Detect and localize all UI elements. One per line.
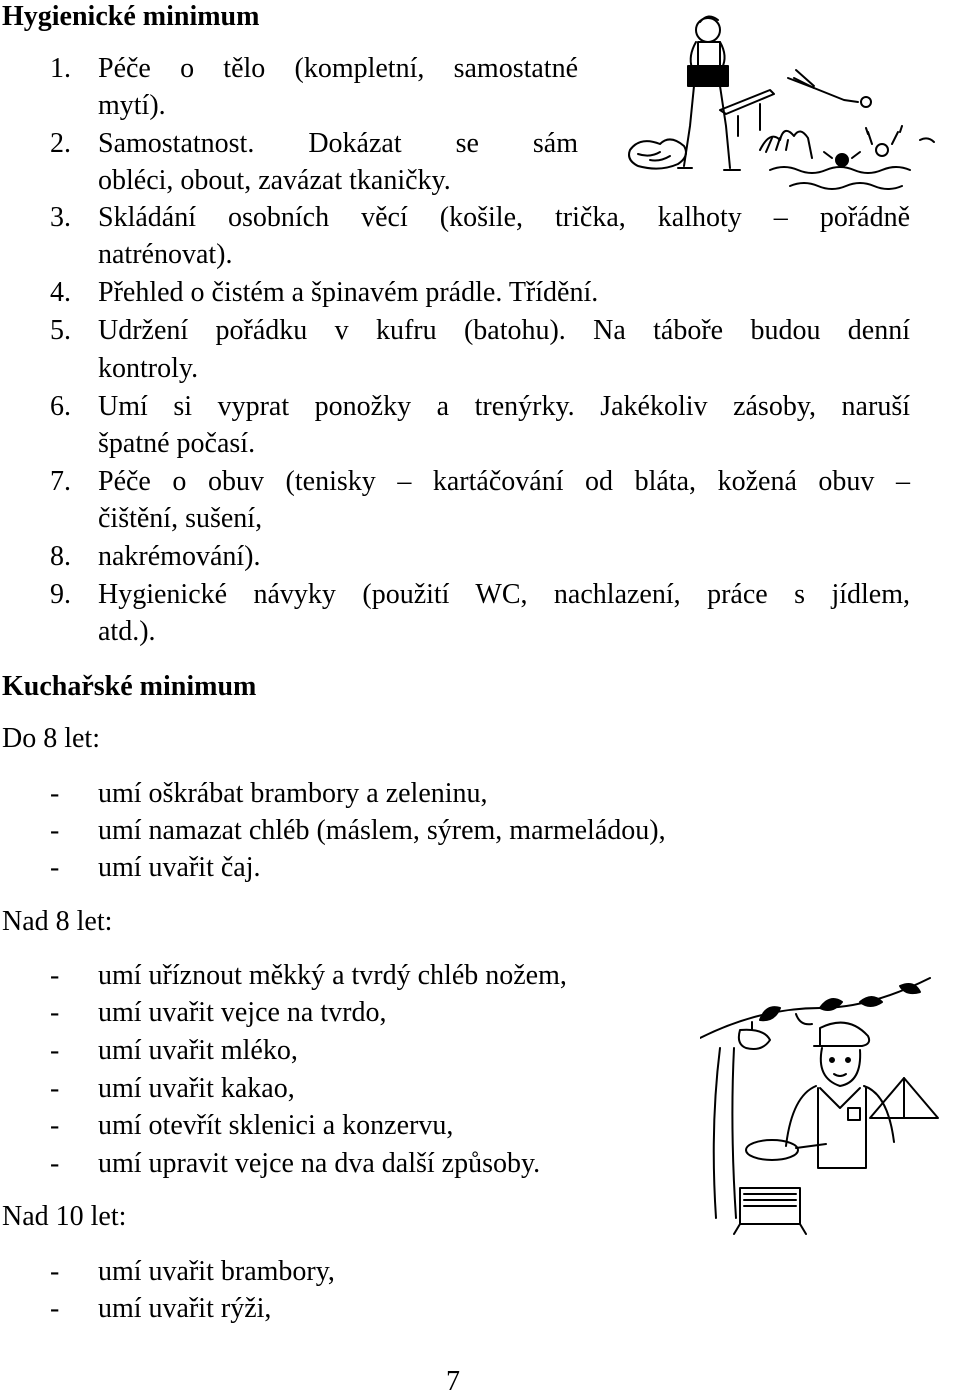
hygiene-item-5-number: 5. xyxy=(50,315,71,346)
hygiene-item-1-number: 1. xyxy=(50,53,71,84)
bullet-dash: - xyxy=(50,1073,60,1104)
hygiene-item-2-line-2: obléci, obout, zavázat tkaničky. xyxy=(98,165,451,196)
skill-item: umí uvařit vejce na tvrdo, xyxy=(98,997,387,1028)
hygiene-item-9-number: 9. xyxy=(50,579,71,610)
skill-item: umí uvařit mléko, xyxy=(98,1035,298,1066)
bullet-dash: - xyxy=(50,997,60,1028)
bullet-dash: - xyxy=(50,1035,60,1066)
hygiene-item-5-line-2: kontroly. xyxy=(98,353,199,384)
hygiene-item-1-line-2: mytí). xyxy=(98,90,166,121)
hygiene-item-3-number: 3. xyxy=(50,202,71,233)
hygiene-heading: Hygienické minimum xyxy=(2,1,260,32)
hygiene-item-8-number: 8. xyxy=(50,541,71,572)
bullet-dash: - xyxy=(50,1148,60,1179)
bullet-dash: - xyxy=(50,778,60,809)
skill-item: umí namazat chléb (máslem, sýrem, marmeládou), xyxy=(98,815,666,846)
hygiene-item-2-number: 2. xyxy=(50,128,71,159)
skill-item: umí uříznout měkký a tvrdý chléb nožem, xyxy=(98,960,567,991)
hygiene-item-9-line-1: Hygienické návyky (použití WC, nachlazení, práce s jídlem, xyxy=(98,579,910,610)
group-label-over-8: Nad 8 let: xyxy=(2,906,113,937)
skill-item: umí upravit vejce na dva další způsoby. xyxy=(98,1148,541,1179)
hygiene-item-4-line-1: Přehled o čistém a špinavém prádle. Třídění. xyxy=(98,277,599,308)
hygiene-item-5-line-1: Udržení pořádku v kufru (batohu). Na táboře budou denní xyxy=(98,315,910,346)
bullet-dash: - xyxy=(50,1256,60,1287)
cooking-heading: Kuchařské minimum xyxy=(2,671,257,702)
skill-item: umí uvařit čaj. xyxy=(98,852,261,883)
bullet-dash: - xyxy=(50,1293,60,1324)
scout-cooking-illustration xyxy=(700,968,950,1238)
bullet-dash: - xyxy=(50,1110,60,1141)
hygiene-item-6-line-2: špatné počasí. xyxy=(98,428,256,459)
hygiene-item-2-line-1: Samostatnost. Dokázat se sám xyxy=(98,128,578,159)
group-label-under-8: Do 8 let: xyxy=(2,723,100,754)
hygiene-item-6-line-1: Umí si vyprat ponožky a trenýrky. Jakékoliv zásoby, naruší xyxy=(98,391,910,422)
swimmers-illustration xyxy=(620,0,950,200)
hygiene-item-9-line-2: atd.). xyxy=(98,616,156,647)
hygiene-item-3-line-1: Skládání osobních věcí (košile, trička, kalhoty – pořádně xyxy=(98,202,910,233)
bullet-dash: - xyxy=(50,815,60,846)
hygiene-item-1-line-1: Péče o tělo (kompletní, samostatné xyxy=(98,53,578,84)
hygiene-item-8-line-1: nakrémování). xyxy=(98,541,261,572)
hygiene-item-7-line-1: Péče o obuv (tenisky – kartáčování od bláta, kožená obuv – xyxy=(98,466,910,497)
hygiene-item-7-number: 7. xyxy=(50,466,71,497)
skill-item: umí uvařit kakao, xyxy=(98,1073,295,1104)
skill-item: umí oškrábat brambory a zeleninu, xyxy=(98,778,488,809)
page-number: 7 xyxy=(446,1366,460,1397)
skill-item: umí uvařit brambory, xyxy=(98,1256,335,1287)
bullet-dash: - xyxy=(50,960,60,991)
bullet-dash: - xyxy=(50,852,60,883)
skill-item: umí otevřít sklenici a konzervu, xyxy=(98,1110,454,1141)
hygiene-item-3-line-2: natrénovat). xyxy=(98,239,233,270)
group-label-over-10: Nad 10 let: xyxy=(2,1201,127,1232)
skill-item: umí uvařit rýži, xyxy=(98,1293,272,1324)
hygiene-item-6-number: 6. xyxy=(50,391,71,422)
hygiene-item-7-line-2: čištění, sušení, xyxy=(98,503,263,534)
hygiene-item-4-number: 4. xyxy=(50,277,71,308)
